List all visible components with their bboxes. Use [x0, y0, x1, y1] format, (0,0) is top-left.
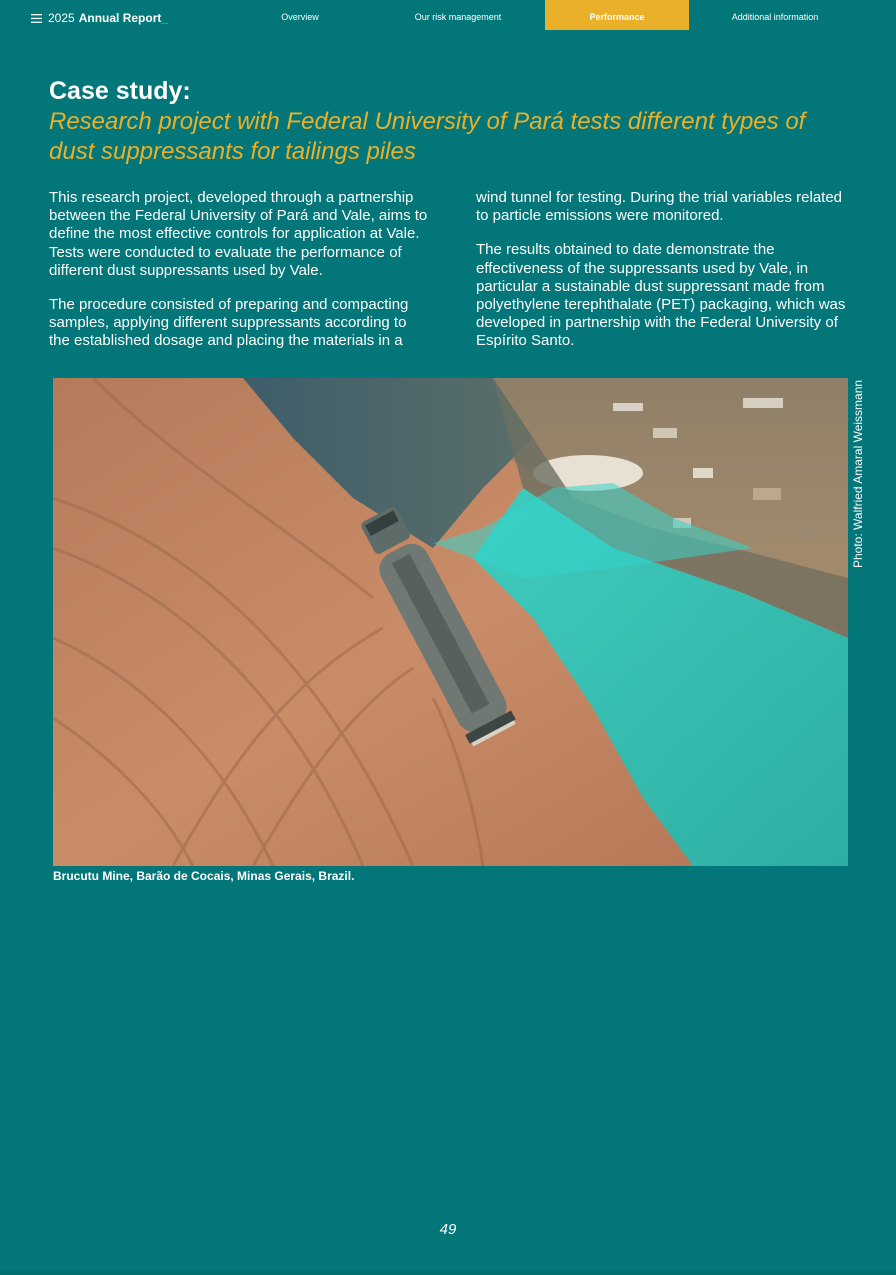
case-study-title: Research project with Federal University of Pará tests different types of dust suppressants for tailings piles	[49, 108, 806, 165]
body-paragraph: The results obtained to date demonstrate the effectiveness of the suppressants used by Vale, in particular a sustainable dust suppressant made from polyethylene terephthalate (PET) packaging, which was developed in partnership with the Federal University of Espírito Santo.	[476, 241, 846, 350]
report-title: Annual Report	[78, 11, 162, 25]
tab-additional-information[interactable]: Additional information	[731, 12, 819, 22]
body-paragraph: wind tunnel for testing. During the trial variables related to particle emissions were monitored.	[476, 189, 843, 225]
body-column-right	[476, 189, 856, 367]
photo-caption: Brucutu Mine, Barão de Cocais, Minas Gerais, Brazil.	[53, 869, 355, 883]
report-brand[interactable]	[31, 11, 168, 25]
bottom-rule	[0, 1271, 896, 1275]
case-study-label: Case study:	[49, 77, 191, 105]
top-navigation	[0, 0, 896, 30]
water-truck-spraying-illustration	[53, 378, 848, 866]
body-column-left	[49, 189, 429, 367]
page-number: 49	[439, 1221, 457, 1238]
case-study-heading	[49, 76, 839, 167]
body-paragraph: This research project, developed through a partnership between the Federal University of Pará and Vale, aims to define the most effective controls for application at Vale. Tests were conducted to evaluate the performance of different dust suppressants used by Vale.	[49, 189, 428, 279]
menu-icon[interactable]	[31, 14, 42, 23]
report-year: 2025	[48, 11, 75, 25]
body-paragraph: The procedure consisted of preparing and compacting samples, applying different suppressants according to the established dosage and placing the materials in a	[49, 296, 409, 350]
tab-overview[interactable]: Overview	[281, 12, 319, 22]
mine-photo	[53, 378, 848, 866]
report-title-underscore: _	[161, 11, 169, 25]
tab-performance[interactable]: Performance	[545, 0, 689, 30]
photo-credit: Photo: Walfried Amaral Weissmann	[851, 379, 865, 568]
tab-our-risk-management[interactable]: Our risk management	[414, 12, 502, 22]
